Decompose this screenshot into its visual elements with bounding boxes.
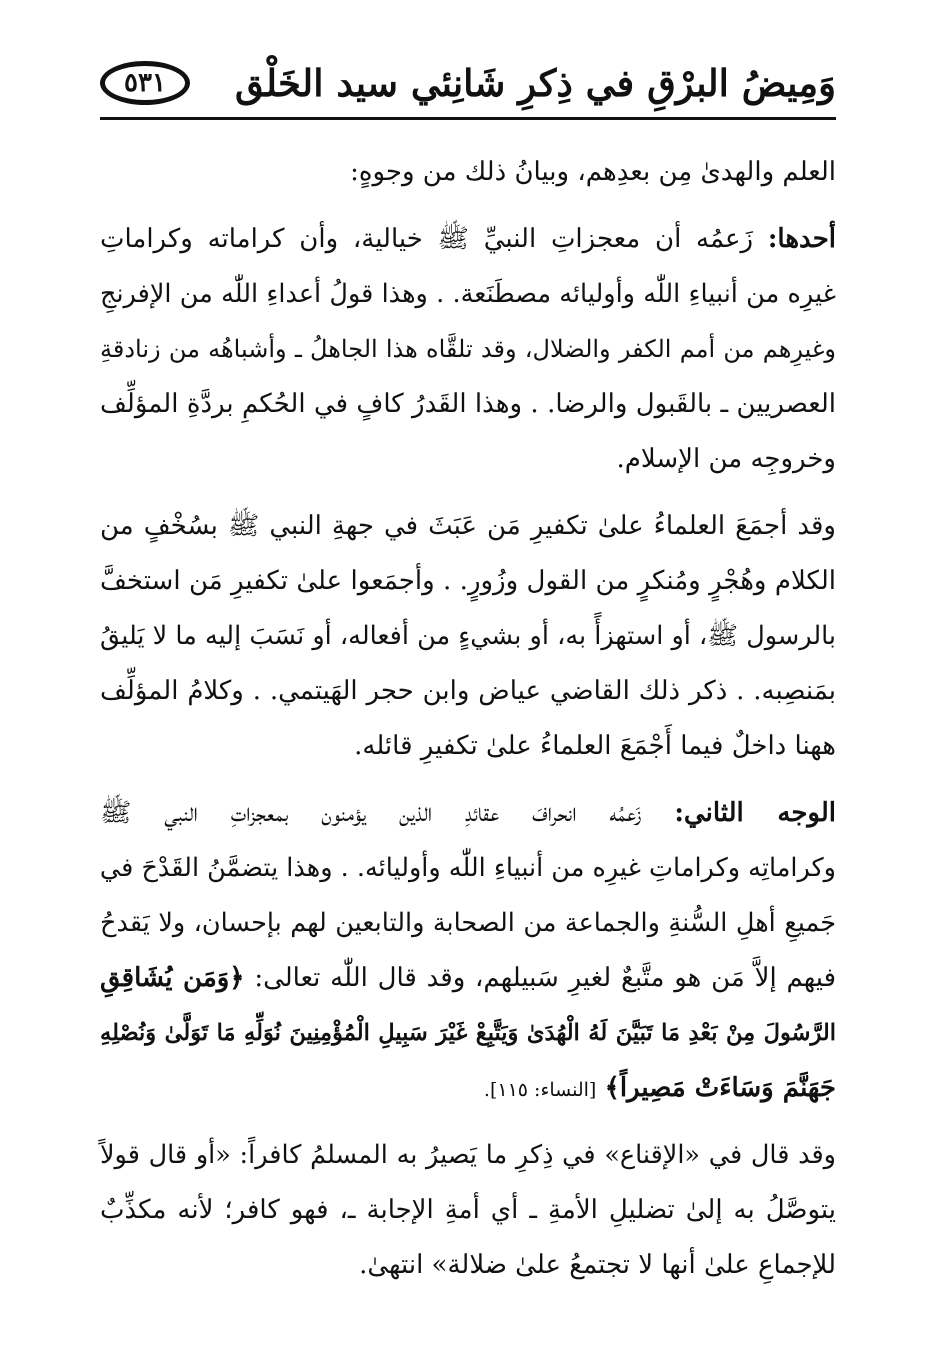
text-line: وغيرِهم من أمم الكفر والضلال، وقد تلقَّاه هذا الجاهلُ ـ وأشباهُه من زنادقةِ [100,335,836,363]
text-line [100,212,836,267]
header-rule [100,117,836,120]
paragraph-consensus [100,499,836,774]
page-header [100,55,836,125]
text-line: وكراماتِه وكراماتِ غيرِه من أنبياءِ اللّٰه وأوليائه. . وهذا يتضمَّنُ القَدْحَ في [99,853,836,883]
text-line: يتوصَّلُ به إلىٰ تضليلِ الأمةِ ـ أي أمةِ الإجابة ـ، فهو كافر؛ لأنه مكذِّبٌ [100,1195,836,1225]
text-line: بمَنصِبه. . ذكر ذلك القاضي عياض وابن حجر الهَيتمي. . وكلامُ المؤلِّف [100,676,836,706]
text-line: وقد أجمَعَ العلماءُ علىٰ تكفيرِ مَن عَبَثَ في جهةِ النبي ﷺ بسُخْفٍ من [100,511,836,541]
second-aspect-heading: الوجه الثاني: [674,798,837,828]
paragraph-iqna-quote [100,1128,836,1293]
text-line [100,951,836,1006]
first-aspect-heading: أحدها: [767,224,837,254]
text-line: وقد قال في «الإقناع» في ذِكرِ ما يَصيرُ به المسلمُ كافراً: «أو قال قولاً [100,1140,836,1170]
quran-verse-line: الرَّسُولَ مِنْ بَعْدِ مَا تَبَيَّنَ لَهُ الْهُدَىٰ وَيَتَّبِعْ غَيْرَ سَبِيلِ الْمُؤْمِنِينَ نُوَلِّهِ مَا تَوَلَّىٰ وَنُصْلِهِ [100,1020,836,1046]
text-line [100,786,836,841]
quran-verse-start: ﴿وَمَن يُشَاقِقِ [100,963,245,993]
text-line: العصريين ـ بالقَبول والرضا. . وهذا القَدرُ كافٍ في الحُكمِ بردَّةِ المؤلِّف [100,389,836,419]
text-line: وخروجِه من الإسلام. [616,444,836,474]
text-span: زَعمُه أن معجزاتِ النبيِّ ﷺ خيالية، وأن كراماته وكراماتِ [100,224,754,254]
running-title: وَمِيضُ البرْقِ في ذِكرِ شَانِئي سيد الخَلْق [234,61,836,105]
text-line: للإجماعِ علىٰ أنها لا تجتمعُ علىٰ ضلالة» انتهىٰ. [359,1250,836,1280]
text-line: غيرِه من أنبياءِ اللّٰه وأوليائه مصطَنَعة. . وهذا قولُ أعداءِ اللّٰه من الإفرنجِ [100,279,836,309]
page-number-oval [100,61,190,105]
text-span: زَعمُه انحرافَ عقائدِ الذين يؤمنون بمعجزاتِ النبي ﷺ [100,798,642,828]
body-text [100,145,836,1293]
quran-verse-end: جَهَنَّمَ وَسَاءَتْ مَصِيراً﴾ [604,1073,836,1103]
paragraph-first-aspect [100,212,836,487]
verse-reference: [النساء: ١١٥]. [483,1079,597,1101]
paragraph-second-aspect [100,786,836,1116]
text-line [100,1061,836,1116]
text-span: فيهم إلاَّ مَن هو متَّبعٌ لغيرِ سَبيلهم، وقد قال اللّٰه تعالى: [254,963,837,993]
text-line: الكلام وهُجْرٍ ومُنكرٍ من القول وزُورٍ. . وأجمَعوا علىٰ تكفيرِ مَن استخفَّ [100,566,836,596]
text-line: بالرسول ﷺ، أو استهزأً به، أو بشيءٍ من أفعاله، أو نَسَبَ إليه ما لا يَليقُ [100,621,836,651]
text-line: جَميعِ أهلِ السُّنةِ والجماعة من الصحابة والتابعين لهم بإحسان، ولا يَقدحُ [100,908,836,938]
text-line: ههنا داخلٌ فيما أَجْمَعَ العلماءُ علىٰ تكفيرِ قائله. [354,731,836,761]
page-number: ٥٣١ [124,68,166,98]
intro-line: العلم والهدىٰ مِن بعدِهم، وبيانُ ذلك من وجوهٍ: [350,157,836,187]
